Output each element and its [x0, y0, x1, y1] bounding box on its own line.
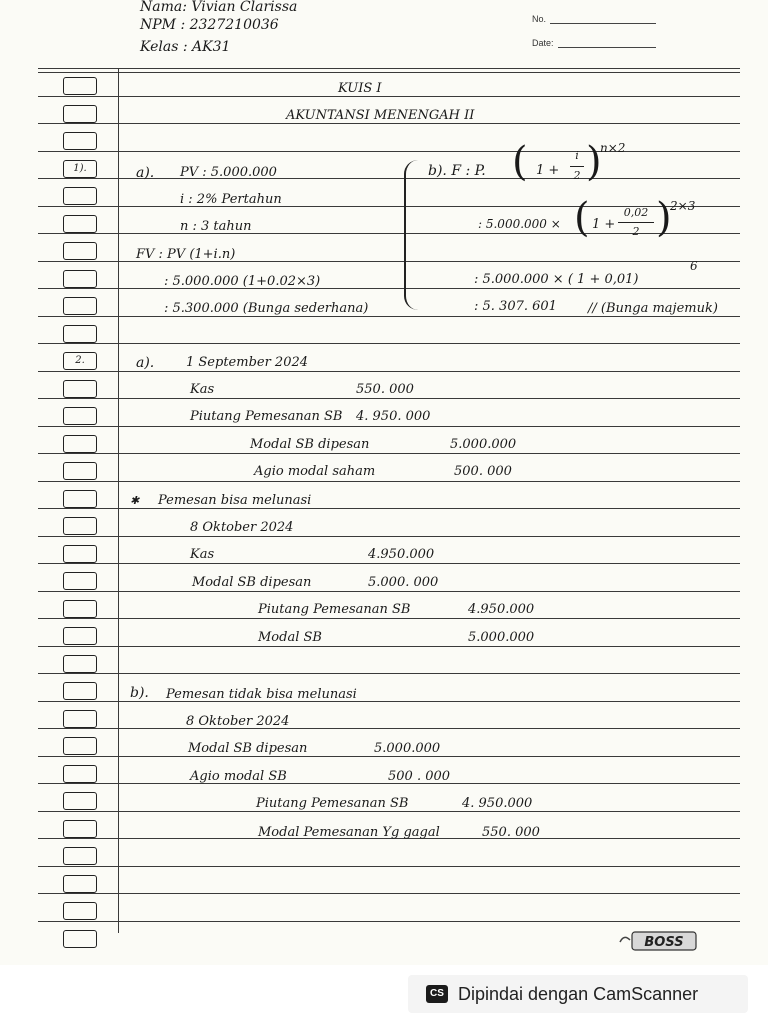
boss-logo-text: BOSS [644, 935, 684, 950]
ruled-line [38, 618, 740, 619]
ruled-line [38, 893, 740, 894]
boss-logo [618, 930, 698, 952]
q2a-agio: Agio modal saham [254, 464, 376, 479]
ruled-line [38, 343, 740, 344]
q1b-paren-open: ( [512, 139, 528, 185]
q1b-paren-close: ) [586, 139, 602, 185]
student-name: Nama: Vivian Clarissa [140, 0, 298, 15]
q1b-step2: : 5.000.000 × ( 1 + 0,01) [474, 272, 639, 287]
q1b-frac2-den: 2 [632, 225, 640, 238]
row-box [63, 380, 97, 398]
row-box [63, 215, 97, 233]
row-box [63, 407, 97, 425]
q1b-frac1-num: i [575, 149, 579, 162]
q2b-modal: Modal SB dipesan [188, 741, 308, 756]
ruled-line [38, 673, 740, 674]
q2a-modal2: Modal SB dipesan [192, 575, 312, 590]
title-subject: AKUNTANSI MENENGAH II [286, 108, 475, 123]
no-label: No. [532, 14, 547, 24]
q2b-gagal-value: 550. 000 [482, 825, 540, 840]
q1b-result: : 5. 307. 601 [474, 299, 557, 314]
q1b-exp2: 2×3 [670, 199, 696, 213]
ruled-line [38, 68, 740, 69]
student-class: Kelas : AK31 [140, 39, 231, 55]
q2a-date2: 8 Oktober 2024 [190, 520, 294, 535]
q2a-kas2: Kas [190, 547, 215, 562]
ruled-line [38, 866, 740, 867]
q2b-note: Pemesan tidak bisa melunasi [166, 687, 357, 702]
bullet-star-icon: ✱ [130, 494, 140, 507]
row-box [63, 462, 97, 480]
row-box [63, 627, 97, 645]
ruled-line [38, 288, 740, 289]
row-box [63, 297, 97, 315]
ruled-line [38, 96, 740, 97]
row-box [63, 545, 97, 563]
q2b-piutang: Piutang Pemesanan SB [256, 796, 409, 811]
ruled-line [38, 398, 740, 399]
row-box [63, 792, 97, 810]
ruled-line [38, 591, 740, 592]
q2a-piutang-value: 4. 950. 000 [356, 409, 431, 424]
title-kuis: KUIS I [338, 81, 382, 96]
q1b-frac2-num: 0,02 [623, 206, 649, 219]
student-npm: NPM : 2327210036 [140, 17, 279, 33]
q2a-modal-dipesan: Modal SB dipesan [250, 437, 370, 452]
q2a-piutang2-value: 4.950.000 [468, 602, 535, 617]
row-box [63, 682, 97, 700]
q1a-fv-formula: FV : PV (1+i.n) [136, 247, 236, 262]
no-line [550, 23, 656, 24]
row-box [63, 765, 97, 783]
ruled-line [38, 508, 740, 509]
ruled-line [38, 563, 740, 564]
row-box [63, 490, 97, 508]
q2b-agio-value: 500 . 000 [388, 769, 451, 784]
ruled-line [38, 536, 740, 537]
q1b-frac1-den: 2 [573, 169, 581, 182]
q1b-paren2-open: ( [574, 195, 590, 241]
row-box [63, 820, 97, 838]
row-box [63, 902, 97, 920]
q1a-rate: i : 2% Pertahun [180, 192, 282, 207]
q2a-piutang2: Piutang Pemesanan SB [258, 602, 411, 617]
row-box [63, 270, 97, 288]
q2a-label: a). [136, 355, 155, 371]
q1b-result-note: // (Bunga majemuk) [588, 301, 718, 316]
camscanner-watermark [408, 975, 748, 1013]
q1a-pv: PV : 5.000.000 [180, 165, 277, 180]
q2a-kas: Kas [190, 382, 215, 397]
ruled-line [38, 123, 740, 124]
row-box [63, 655, 97, 673]
q1b-one-plus: 1 + [536, 163, 560, 178]
row-box [63, 930, 97, 948]
ruled-line [38, 481, 740, 482]
date-label: Date: [532, 38, 554, 48]
q2a-piutang: Piutang Pemesanan SB [190, 409, 343, 424]
q2a-date: 1 September 2024 [186, 355, 309, 370]
q2a-kas-value: 550. 000 [356, 382, 414, 397]
q2a-modal2-value: 5.000. 000 [368, 575, 439, 590]
q1b-paren2-close: ) [656, 195, 672, 241]
row-box [63, 187, 97, 205]
q2b-gagal: Modal Pemesanan Yg gagal [258, 825, 440, 840]
row-box [63, 325, 97, 343]
margin-line [118, 68, 119, 933]
q1a-step2: : 5.300.000 (Bunga sederhana) [164, 301, 369, 316]
ruled-line [38, 453, 740, 454]
ruled-line [38, 426, 740, 427]
q2a-agio-value: 500. 000 [454, 464, 512, 479]
q1a-label: a). [136, 165, 155, 181]
ruled-line [38, 728, 740, 729]
row-box [63, 77, 97, 95]
q2a-modal-dipesan-value: 5.000.000 [450, 437, 517, 452]
row-box [63, 132, 97, 150]
q1b-step1-left: : 5.000.000 × [478, 217, 561, 231]
q1b-exp1: n×2 [600, 141, 626, 155]
q2a-kas2-value: 4.950.000 [368, 547, 435, 562]
q2b-modal-value: 5.000.000 [374, 741, 441, 756]
brace [404, 160, 420, 310]
q2a-note: Pemesan bisa melunasi [158, 493, 312, 508]
row-box [63, 242, 97, 260]
ruled-line [38, 646, 740, 647]
ruled-line-double [38, 72, 740, 73]
row-box [63, 517, 97, 535]
q2b-label: b). [130, 685, 149, 701]
q1b-frac1-bar [570, 166, 584, 167]
ruled-line [38, 151, 740, 152]
q1a-n: n : 3 tahun [180, 219, 252, 234]
ruled-line [38, 921, 740, 922]
row-box [63, 737, 97, 755]
q2b-piutang-value: 4. 950.000 [462, 796, 533, 811]
row-box [63, 875, 97, 893]
q1b-frac2-bar [618, 222, 654, 223]
q1b-formula-label: b). F : P. [428, 163, 486, 179]
row-box: 2. [63, 352, 97, 370]
q2a-modal-sb-value: 5.000.000 [468, 630, 535, 645]
row-box [63, 105, 97, 123]
q1b-step1-one-plus: 1 + [592, 217, 616, 232]
camscanner-icon: CS [426, 985, 448, 1003]
q1a-step1: : 5.000.000 (1+0.02×3) [164, 274, 321, 289]
camscanner-text: Dipindai dengan CamScanner [458, 983, 699, 1004]
row-box [63, 435, 97, 453]
q1b-exp3: 6 [690, 259, 698, 273]
row-box [63, 572, 97, 590]
row-box [63, 847, 97, 865]
q2a-modal-sb: Modal SB [258, 630, 322, 645]
row-box [63, 710, 97, 728]
q2b-agio: Agio modal SB [190, 769, 287, 784]
row-box [63, 600, 97, 618]
q2b-date: 8 Oktober 2024 [186, 714, 290, 729]
date-line [558, 47, 656, 48]
row-box: 1). [63, 160, 97, 178]
